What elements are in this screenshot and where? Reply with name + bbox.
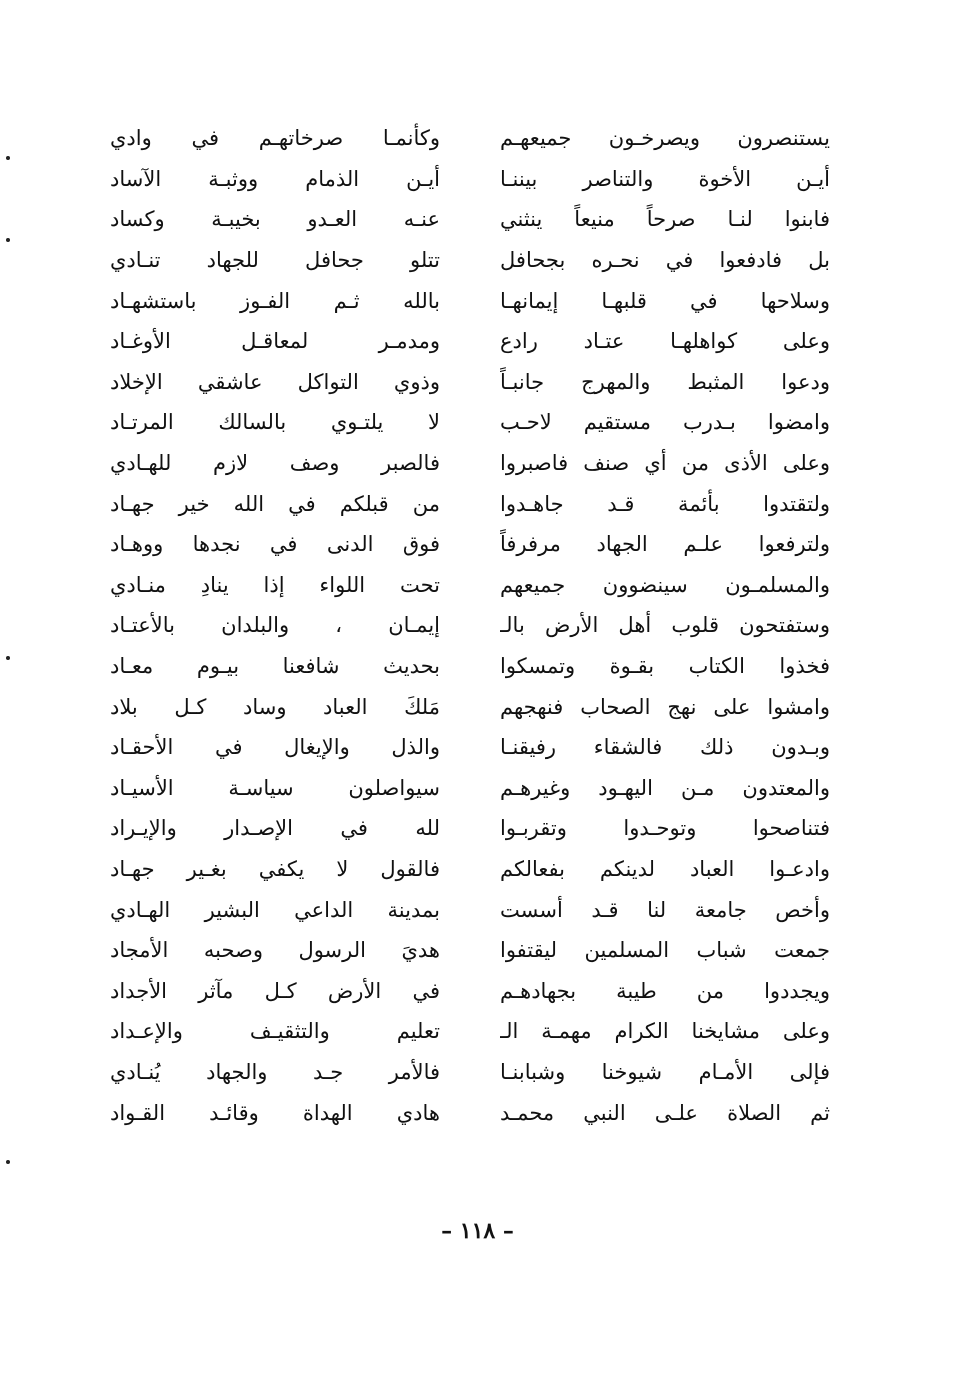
- verse-second-hemistich: فالصبر وصف لازم للهـادي: [110, 451, 440, 476]
- verse-second-hemistich: عنـه العـدو بخيبـة وكساد: [110, 207, 440, 232]
- verse-line: [110, 565, 830, 606]
- verse-first-hemistich: جمعت شباب المسلمين ليقتفوا: [500, 938, 830, 963]
- verse-second-hemistich: إيمـان ، والبلدان بالأعتـاد: [110, 613, 440, 638]
- verse-first-hemistich: وامشوا على نهج الصحاب فنهجهم: [500, 694, 830, 719]
- verse-first-hemistich: وستفتحون قلوب أهل الأرض بالـ: [500, 613, 830, 638]
- verse-line: [110, 443, 830, 484]
- verse-line: [110, 768, 830, 809]
- verse-line: [110, 605, 830, 646]
- verse-first-hemistich: ولتقتدوا بأئمة قـد جاهـدوا: [500, 491, 830, 516]
- verse-second-hemistich: فالقول لا يكفي بغـير جهـاد: [110, 856, 440, 881]
- verse-second-hemistich: لا يلتـوي بالسالك المرتـاد: [110, 410, 440, 435]
- verse-line: [110, 686, 830, 727]
- verse-first-hemistich: وعلى كواهلهـا عتـاد رادع: [500, 329, 830, 354]
- verse-second-hemistich: مَلكَ العباد وساد كـل بلاد: [110, 694, 440, 719]
- verse-line: [110, 970, 830, 1011]
- verse-line: [110, 1052, 830, 1093]
- verse-second-hemistich: بالله ثـم الفـوز باستشهـاد: [110, 288, 440, 313]
- verse-first-hemistich: والمعتدون مـن اليهـود وغيرهـم: [500, 775, 830, 800]
- verse-first-hemistich: ويجددوا من طيبة بجهادهـم: [500, 978, 830, 1003]
- verse-line: [110, 362, 830, 403]
- verse-second-hemistich: وذوي التواكل عاشقي الإخلاد: [110, 369, 440, 394]
- verse-first-hemistich: وامضوا بـدرب مستقيم لاحـب: [500, 410, 830, 435]
- verse-line: [110, 849, 830, 890]
- verse-line: [110, 524, 830, 565]
- scan-mark: [6, 156, 10, 160]
- verse-second-hemistich: أيـن الذمام ووثبـة الآساد: [110, 166, 440, 191]
- verse-second-hemistich: هديَ الرسول وصحبه الأمجاد: [110, 938, 440, 963]
- verse-first-hemistich: وعلى الأذى من أي صنف فاصبروا: [500, 451, 830, 476]
- verse-line: [110, 1011, 830, 1052]
- verse-first-hemistich: بل فادفعوا في نحـره بجحافل: [500, 248, 830, 273]
- poem-body: [110, 118, 830, 1133]
- verse-second-hemistich: لله في الإصـدار والإيـراد: [110, 816, 440, 841]
- verse-line: [110, 483, 830, 524]
- verse-second-hemistich: في الأرض كـل مآثر الأجداد: [110, 978, 440, 1003]
- verse-line: [110, 280, 830, 321]
- verse-first-hemistich: فإلى الأمـام شيوخنا وشبابنـا: [500, 1059, 830, 1084]
- verse-line: [110, 727, 830, 768]
- verse-second-hemistich: تحت اللواء إذا ينادِ منـادي: [110, 572, 440, 597]
- verse-second-hemistich: تعليم والتثقيـف والإعـداد: [110, 1019, 440, 1044]
- verse-line: [110, 240, 830, 281]
- verse-second-hemistich: سيواصلون سياسـة الأسيـاد: [110, 775, 440, 800]
- verse-first-hemistich: ثم الصلاة علـى النبي محمـد: [500, 1100, 830, 1125]
- verse-second-hemistich: هادي الهداة وقائـد القـواد: [110, 1100, 440, 1125]
- verse-first-hemistich: وسلاحها في قلبهـا إيمانهـا: [500, 288, 830, 313]
- verse-first-hemistich: وعلى مشايخنا الكرام مهمـة الـ: [500, 1019, 830, 1044]
- verse-second-hemistich: فالأمر جـد والجهاد يُنـادي: [110, 1059, 440, 1084]
- verse-first-hemistich: يستنصرون ويصرخـون جميعهـم: [500, 126, 830, 151]
- verse-first-hemistich: والمسلمـون سينضوون جميعهم: [500, 572, 830, 597]
- verse-first-hemistich: ودعوا المثبط والمهرج جانبـاً: [500, 369, 830, 394]
- verse-line: [110, 321, 830, 362]
- verse-second-hemistich: بحديث شافعنا بيـوم معـاد: [110, 654, 440, 679]
- verse-line: [110, 646, 830, 687]
- verse-first-hemistich: أيـن الأخوة والتناصر بيننـا: [500, 166, 830, 191]
- verse-second-hemistich: وكأنمـا صرخاتهـم في وادي: [110, 126, 440, 151]
- verse-first-hemistich: فابنوا لنـا صرحاً منيعاً ينثني: [500, 207, 830, 232]
- scan-mark: [6, 238, 10, 242]
- scan-mark: [6, 1160, 10, 1164]
- scan-mark: [6, 656, 10, 660]
- verse-line: [110, 1092, 830, 1133]
- verse-line: [110, 889, 830, 930]
- verse-second-hemistich: بمدينة الداعي البشير الهـادي: [110, 897, 440, 922]
- verse-first-hemistich: وبـدون ذلك فالشقاء رفيقنـا: [500, 735, 830, 760]
- page-number: – ١١٨ –: [441, 1218, 514, 1244]
- verse-first-hemistich: ولترفعوا علـم الجهاد مرفرفاً: [500, 532, 830, 557]
- verse-line: [110, 402, 830, 443]
- verse-line: [110, 199, 830, 240]
- verse-second-hemistich: فوق الدنى في نجدها ووهـاد: [110, 532, 440, 557]
- verse-first-hemistich: وادعـوا العباد لدينكم بفعالكم: [500, 856, 830, 881]
- verse-line: [110, 808, 830, 849]
- verse-second-hemistich: والذل والإيغال في الأحقـاد: [110, 735, 440, 760]
- verse-first-hemistich: وأخص جامعة لنا قـد أسست: [500, 897, 830, 922]
- verse-second-hemistich: من قبلكم في الله خير جهـاد: [110, 491, 440, 516]
- verse-line: [110, 159, 830, 200]
- verse-line: [110, 930, 830, 971]
- verse-second-hemistich: تتلو جحافل للجهاد تنـادي: [110, 248, 440, 273]
- verse-first-hemistich: فتناصحوا وتوحـدوا وتقربـوا: [500, 816, 830, 841]
- verse-second-hemistich: ومدمـر لمعاقـل الأوغـاد: [110, 329, 440, 354]
- verse-line: [110, 118, 830, 159]
- verse-first-hemistich: فخذوا الكتاب بقـوة وتمسكوا: [500, 654, 830, 679]
